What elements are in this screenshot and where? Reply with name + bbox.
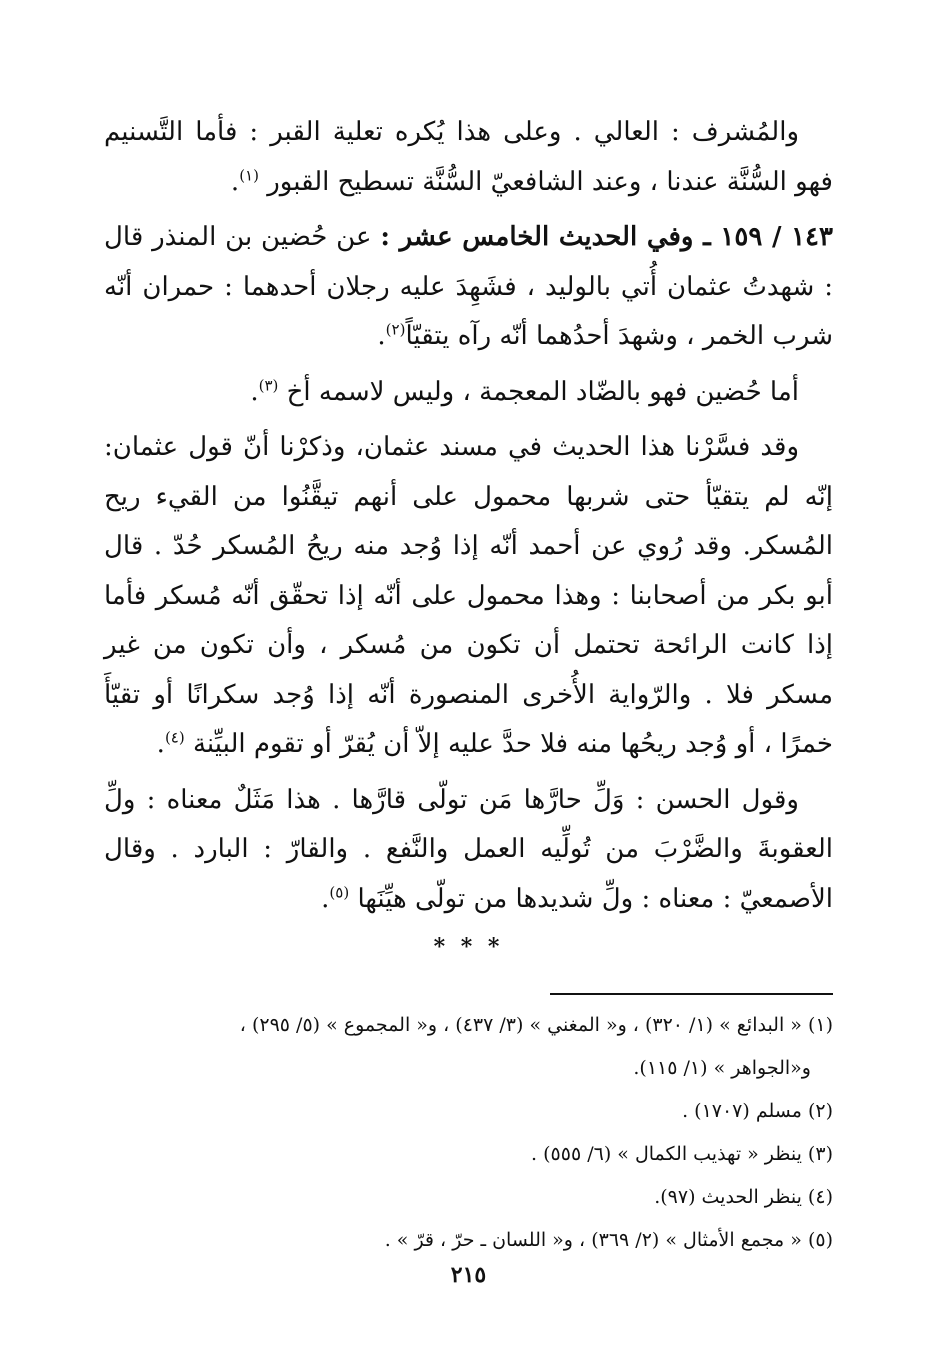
footnote: (٢) مسلم (١٧٠٧) .	[682, 1100, 833, 1122]
footnote-marker: (٤)	[164, 728, 185, 747]
footnote-marker: (١)	[239, 165, 259, 184]
paragraph-end: .	[250, 376, 259, 407]
paragraph	[104, 368, 833, 418]
paragraph-end: .	[321, 883, 330, 914]
hadith-paragraph	[104, 213, 833, 362]
paragraph-end: .	[377, 321, 386, 351]
footnote-marker: (٥)	[329, 882, 350, 901]
section-separator: * * *	[433, 934, 504, 960]
paragraph-end: .	[230, 166, 240, 197]
footnote: (١) « البدائع » (١/ ٣٢٠) ، و« المغني » (٣/ ٤٣٧) ، و« المجموع » (٥/ ٢٩٥) ،	[239, 1014, 833, 1036]
footnote-marker: (٢)	[385, 320, 406, 339]
footnote-marker: (٣)	[258, 375, 279, 394]
hadith-heading: ١٤٣ / ١٥٩ ـ وفي الحديث الخامس عشر :	[380, 222, 833, 252]
paragraph-text: أما حُضين فهو بالضّاد المعجمة ، وليس لاسمه أخ	[286, 376, 799, 407]
paragraph	[104, 108, 833, 207]
paragraph-text: وقد فسَّرْنا هذا الحديث في مسند عثمان، وذكرْنا أنّ قول عثمان: إنّه لم يتقيّأ حتى شربها محمول على أنهم تيقَّنُوا من القيء ريح المُسكر. وقد رُوي عن أحمد أنّه إذا وُجد منه ريحُ المُسكر حُدّ . قال أبو بكر من أصحابنا : وهذا محمول على أنّه إذا تحقّق أنّه مُسكر فأما إذا كانت الرائحة تحتمل أن تكون من مُسكر ، وأن تكون من غير مسكر فلا . والرّواية الأُخرى المنصورة أنّه إذا وُجد سكرانًا أو تقيّأَ خمرًا ، أو وُجد ريحُها منه فلا حدَّ عليه إلاّ أن يُقرّ أو تقوم البيِّنة	[104, 432, 833, 759]
paragraph	[104, 776, 833, 925]
footnote-continuation: و«الجواهر » (١/ ١١٥).	[633, 1057, 811, 1079]
footnote: (٥) « مجمع الأمثال » (٢/ ٣٦٩) ، و« اللسان ـ حرّ ، قرّ » .	[384, 1229, 833, 1251]
footnotes	[104, 1004, 833, 1262]
footnote: (٤) ينظر الحديث (٩٧).	[654, 1186, 833, 1208]
paragraph-text: عن حُضين بن المنذر قال : شهدتُ عثمان أُتي بالوليد ، فشَهِدَ عليه رجلان أحدهما : حمران أنّه شرب الخمر ، وشهدَ أحدُهما أنّه رآه يتقيّاً	[104, 222, 833, 351]
paragraph-text: وقول الحسن : وَلِّ حارَّها مَن تولّى قارَّها . هذا مَثَلٌ معناه : ولِّ العقوبةَ والضَّرْبَ من تُولِّيه العمل والنَّفع . والقارّ : البارد . وقال الأصمعيّ : معناه : ولِّ شديدها من تولّى هيِّنَها	[104, 784, 833, 914]
footnote: (٣) ينظر « تهذيب الكمال » (٦/ ٥٥٥) .	[531, 1143, 833, 1165]
paragraph-end: .	[156, 729, 165, 759]
page-number: ٢١٥	[450, 1262, 487, 1288]
paragraph	[104, 423, 833, 770]
main-text	[104, 108, 833, 924]
paragraph-text: والمُشرف : العالي . وعلى هذا يُكره تعلية القبر : فأما التَّسنيم فهو السُّنَّة عندنا ، وعند الشافعيّ السُّنَّة تسطيح القبور	[104, 117, 833, 197]
footnote-rule	[550, 993, 833, 995]
